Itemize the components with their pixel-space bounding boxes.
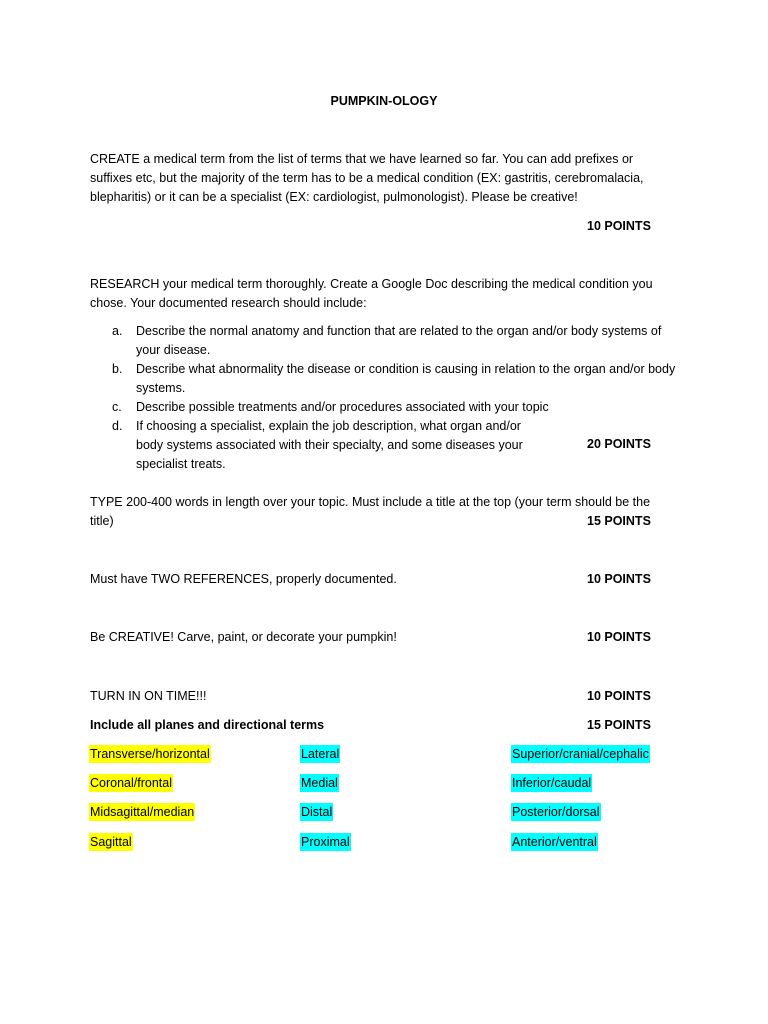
direction-term: Medial	[301, 776, 338, 790]
direction-term: Distal	[301, 805, 333, 819]
plane-term: Coronal/frontal	[90, 776, 172, 790]
page-title: PUMPKIN-OLOGY	[330, 94, 438, 108]
list-marker: a.	[112, 324, 123, 338]
direction-term: Lateral	[301, 747, 340, 761]
direction-term: Proximal	[301, 835, 350, 849]
creative-points: 10 POINTS	[587, 630, 651, 644]
list-item	[90, 360, 680, 398]
list-marker: c.	[112, 400, 122, 414]
list-item	[90, 322, 680, 360]
direction-term: Anterior/ventral	[512, 835, 597, 849]
plane-term: Midsagittal/median	[90, 805, 195, 819]
create-paragraph: CREATE a medical term from the list of terms that we have learned so far. You can add prefixes or suffixes etc, but the majority of the term has to be a medical condition (EX: gastritis, cerebromalacia, blepharitis) or it can be a specialist (EX: cardiologist, pulmonologist). Please be creative!	[90, 152, 644, 204]
plane-term: Transverse/horizontal	[90, 747, 210, 761]
direction-term: Superior/cranial/cephalic	[512, 747, 649, 761]
plane-term: Sagittal	[90, 835, 132, 849]
type-points: 15 POINTS	[587, 514, 651, 528]
list-item	[90, 398, 680, 417]
list-item-text: If choosing a specialist, explain the job description, what organ and/or body systems associated with their specialty, and some diseases your specialist treats.	[136, 419, 523, 471]
create-points: 10 POINTS	[587, 219, 651, 233]
ontime-points: 10 POINTS	[587, 689, 651, 703]
research-paragraph: RESEARCH your medical term thoroughly. Create a Google Doc describing the medical condition you chose. Your documented research should include:	[90, 277, 653, 310]
ontime-paragraph: TURN IN ON TIME!!!	[90, 689, 207, 703]
direction-term: Inferior/caudal	[512, 776, 592, 790]
list-item-text: Describe what abnormality the disease or condition is causing in relation to the organ and/or body systems.	[136, 362, 676, 395]
list-marker: b.	[112, 362, 123, 376]
references-paragraph: Must have TWO REFERENCES, properly documented.	[90, 572, 397, 586]
list-item-text: Describe the normal anatomy and function that are related to the organ and/or body systems of your disease.	[136, 324, 662, 357]
list-item-text: Describe possible treatments and/or procedures associated with your topic	[136, 400, 549, 414]
planes-points: 15 POINTS	[587, 718, 651, 732]
references-points: 10 POINTS	[587, 572, 651, 586]
planes-heading: Include all planes and directional terms	[90, 718, 325, 732]
creative-paragraph: Be CREATIVE! Carve, paint, or decorate your pumpkin!	[90, 630, 397, 644]
research-points: 20 POINTS	[587, 437, 651, 451]
direction-term: Posterior/dorsal	[512, 805, 600, 819]
list-marker: d.	[112, 419, 123, 433]
type-paragraph: TYPE 200-400 words in length over your topic. Must include a title at the top (your term should be the title)	[90, 495, 651, 528]
